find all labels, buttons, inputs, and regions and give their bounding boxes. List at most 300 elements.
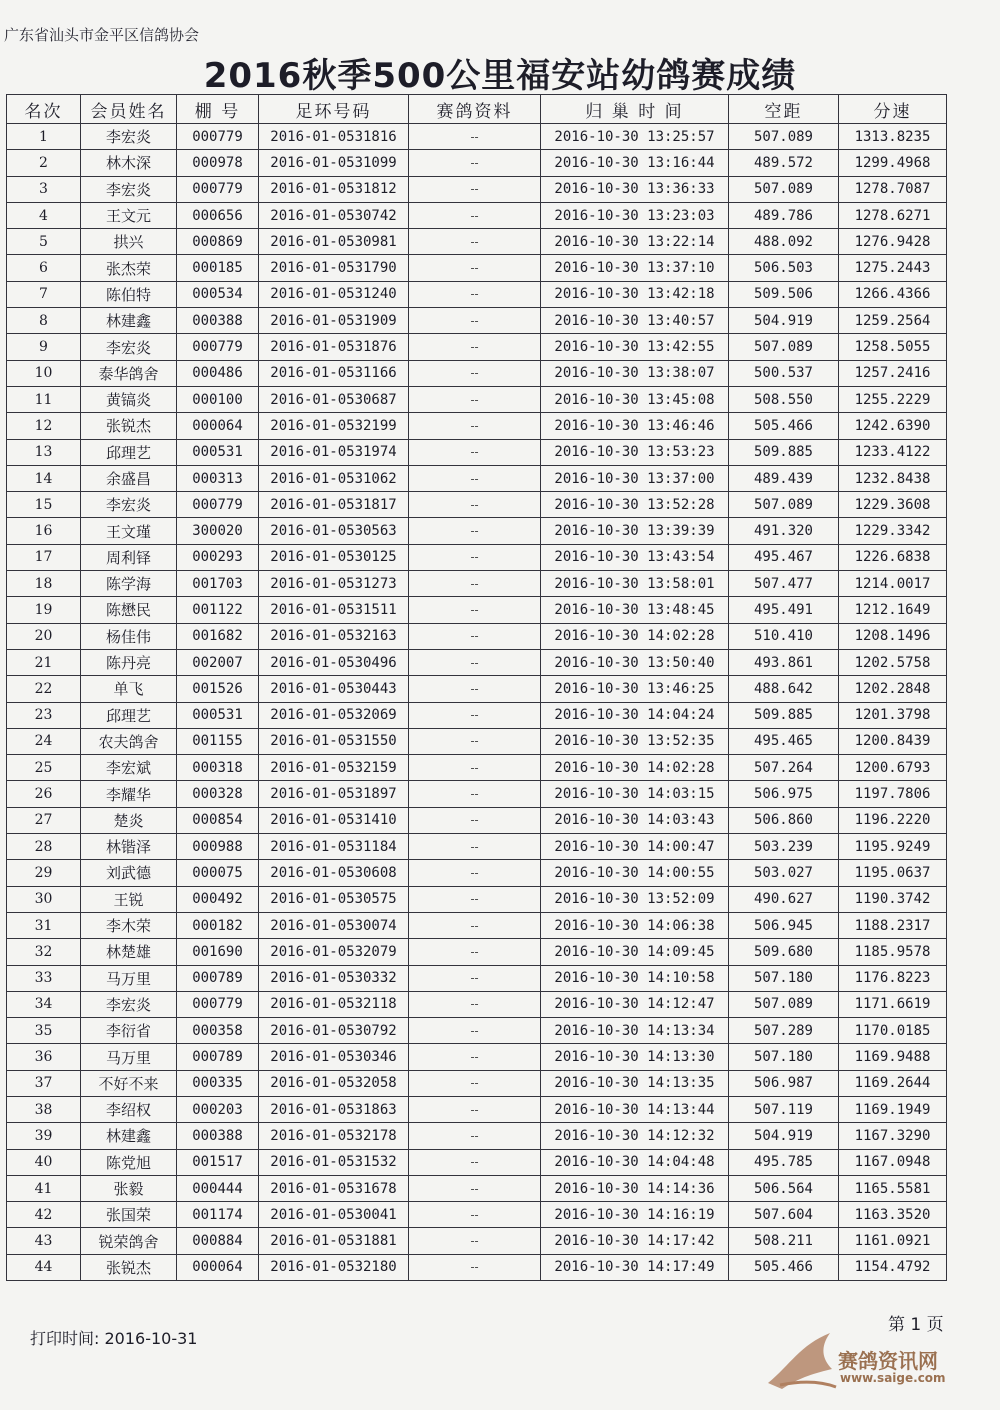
loft-number-cell: 000313: [177, 465, 259, 491]
pigeon-info-cell: --: [409, 1254, 541, 1280]
arrival-time-cell: 2016-10-30 14:13:30: [541, 1044, 729, 1070]
loft-number-cell: 000869: [177, 229, 259, 255]
member-name-cell: 李宏炎: [81, 991, 177, 1017]
speed-cell: 1242.6390: [839, 413, 947, 439]
arrival-time-cell: 2016-10-30 14:00:47: [541, 834, 729, 860]
loft-number-cell: 000779: [177, 334, 259, 360]
pigeon-info-cell: --: [409, 571, 541, 597]
loft-number-cell: 000444: [177, 1175, 259, 1201]
table-row: [7, 728, 947, 754]
member-name-cell: 李宏炎: [81, 334, 177, 360]
member-name-cell: 李绍权: [81, 1096, 177, 1122]
member-name-cell: 王锐: [81, 886, 177, 912]
speed-cell: 1212.1649: [839, 597, 947, 623]
member-name-cell: 邱理艺: [81, 439, 177, 465]
loft-number-cell: 000388: [177, 308, 259, 334]
arrival-time-cell: 2016-10-30 14:04:48: [541, 1149, 729, 1175]
pigeon-info-cell: --: [409, 281, 541, 307]
member-name-cell: 拱兴: [81, 229, 177, 255]
watermark-url: www.saige.com: [840, 1371, 946, 1385]
speed-cell: 1226.6838: [839, 544, 947, 570]
page-number: 第 1 页: [888, 1315, 944, 1335]
speed-cell: 1161.0921: [839, 1228, 947, 1254]
rank-cell: 44: [7, 1254, 81, 1280]
col-header-pigeon-info: 赛鸽资料: [409, 95, 541, 124]
pigeon-info-cell: --: [409, 255, 541, 281]
rank-cell: 23: [7, 702, 81, 728]
ring-number-cell: 2016-01-0530074: [259, 912, 409, 938]
ring-number-cell: 2016-01-0531909: [259, 308, 409, 334]
loft-number-cell: 000779: [177, 176, 259, 202]
arrival-time-cell: 2016-10-30 13:37:00: [541, 465, 729, 491]
rank-cell: 19: [7, 597, 81, 623]
member-name-cell: 马万里: [81, 1044, 177, 1070]
arrival-time-cell: 2016-10-30 14:12:32: [541, 1123, 729, 1149]
speed-cell: 1229.3608: [839, 492, 947, 518]
table-row: [7, 834, 947, 860]
pigeon-info-cell: --: [409, 544, 541, 570]
col-header-distance: 空距: [729, 95, 839, 124]
member-name-cell: 陈丹亮: [81, 649, 177, 675]
distance-cell: 489.439: [729, 465, 839, 491]
ring-number-cell: 2016-01-0532069: [259, 702, 409, 728]
member-name-cell: 杨佳伟: [81, 623, 177, 649]
arrival-time-cell: 2016-10-30 14:06:38: [541, 912, 729, 938]
table-row: [7, 334, 947, 360]
loft-number-cell: 000789: [177, 965, 259, 991]
speed-cell: 1167.3290: [839, 1123, 947, 1149]
page-title: 2016秋季500公里福安站幼鸽赛成绩: [203, 56, 797, 96]
speed-cell: 1202.5758: [839, 649, 947, 675]
col-header-arrival-time: 归 巢 时 间: [541, 95, 729, 124]
col-header-ring: 足环号码: [259, 95, 409, 124]
ring-number-cell: 2016-01-0531812: [259, 176, 409, 202]
results-table-container: [6, 94, 946, 1281]
table-row: [7, 886, 947, 912]
loft-number-cell: 000884: [177, 1228, 259, 1254]
member-name-cell: 李宏炎: [81, 492, 177, 518]
pigeon-info-cell: --: [409, 465, 541, 491]
loft-number-cell: 000203: [177, 1096, 259, 1122]
table-row: [7, 176, 947, 202]
speed-cell: 1257.2416: [839, 360, 947, 386]
loft-number-cell: 000388: [177, 1123, 259, 1149]
ring-number-cell: 2016-01-0531816: [259, 124, 409, 150]
speed-cell: 1167.0948: [839, 1149, 947, 1175]
distance-cell: 506.564: [729, 1175, 839, 1201]
ring-number-cell: 2016-01-0531410: [259, 807, 409, 833]
arrival-time-cell: 2016-10-30 13:37:10: [541, 255, 729, 281]
rank-cell: 27: [7, 807, 81, 833]
table-body: [7, 124, 947, 1281]
rank-cell: 9: [7, 334, 81, 360]
rank-cell: 33: [7, 965, 81, 991]
arrival-time-cell: 2016-10-30 13:52:35: [541, 728, 729, 754]
pigeon-info-cell: --: [409, 1123, 541, 1149]
ring-number-cell: 2016-01-0532058: [259, 1070, 409, 1096]
arrival-time-cell: 2016-10-30 14:09:45: [541, 939, 729, 965]
distance-cell: 507.180: [729, 965, 839, 991]
col-header-speed: 分速: [839, 95, 947, 124]
speed-cell: 1275.2443: [839, 255, 947, 281]
rank-cell: 30: [7, 886, 81, 912]
arrival-time-cell: 2016-10-30 13:46:25: [541, 676, 729, 702]
table-row: [7, 597, 947, 623]
ring-number-cell: 2016-01-0531184: [259, 834, 409, 860]
member-name-cell: 陈学海: [81, 571, 177, 597]
arrival-time-cell: 2016-10-30 14:17:42: [541, 1228, 729, 1254]
table-row: [7, 912, 947, 938]
speed-cell: 1201.3798: [839, 702, 947, 728]
pigeon-info-cell: --: [409, 386, 541, 412]
rank-cell: 12: [7, 413, 81, 439]
distance-cell: 489.572: [729, 150, 839, 176]
distance-cell: 507.089: [729, 124, 839, 150]
pigeon-info-cell: --: [409, 807, 541, 833]
member-name-cell: 周利铎: [81, 544, 177, 570]
distance-cell: 506.860: [729, 807, 839, 833]
results-table: [6, 94, 947, 1281]
ring-number-cell: 2016-01-0532199: [259, 413, 409, 439]
loft-number-cell: 001682: [177, 623, 259, 649]
table-row: [7, 202, 947, 228]
arrival-time-cell: 2016-10-30 13:16:44: [541, 150, 729, 176]
member-name-cell: 锐荣鸽舍: [81, 1228, 177, 1254]
loft-number-cell: 000486: [177, 360, 259, 386]
pigeon-info-cell: --: [409, 308, 541, 334]
rank-cell: 41: [7, 1175, 81, 1201]
site-watermark: [760, 1325, 960, 1395]
distance-cell: 507.264: [729, 755, 839, 781]
table-row: [7, 255, 947, 281]
ring-number-cell: 2016-01-0531099: [259, 150, 409, 176]
speed-cell: 1169.2644: [839, 1070, 947, 1096]
table-row: [7, 807, 947, 833]
table-row: [7, 1175, 947, 1201]
distance-cell: 504.919: [729, 1123, 839, 1149]
member-name-cell: 马万里: [81, 965, 177, 991]
rank-cell: 24: [7, 728, 81, 754]
speed-cell: 1200.6793: [839, 755, 947, 781]
pigeon-info-cell: --: [409, 413, 541, 439]
rank-cell: 11: [7, 386, 81, 412]
ring-number-cell: 2016-01-0530742: [259, 202, 409, 228]
distance-cell: 508.550: [729, 386, 839, 412]
arrival-time-cell: 2016-10-30 13:43:54: [541, 544, 729, 570]
distance-cell: 509.680: [729, 939, 839, 965]
pigeon-info-cell: --: [409, 360, 541, 386]
ring-number-cell: 2016-01-0530575: [259, 886, 409, 912]
distance-cell: 491.320: [729, 518, 839, 544]
arrival-time-cell: 2016-10-30 13:25:57: [541, 124, 729, 150]
ring-number-cell: 2016-01-0531532: [259, 1149, 409, 1175]
arrival-time-cell: 2016-10-30 14:04:24: [541, 702, 729, 728]
pigeon-info-cell: --: [409, 755, 541, 781]
member-name-cell: 林木深: [81, 150, 177, 176]
pigeon-info-cell: --: [409, 176, 541, 202]
distance-cell: 506.945: [729, 912, 839, 938]
loft-number-cell: 000779: [177, 492, 259, 518]
ring-number-cell: 2016-01-0530346: [259, 1044, 409, 1070]
table-row: [7, 649, 947, 675]
col-header-rank: 名次: [7, 95, 81, 124]
loft-number-cell: 000182: [177, 912, 259, 938]
table-row: [7, 755, 947, 781]
member-name-cell: 陈伯特: [81, 281, 177, 307]
ring-number-cell: 2016-01-0531897: [259, 781, 409, 807]
rank-cell: 4: [7, 202, 81, 228]
table-row: [7, 544, 947, 570]
speed-cell: 1255.2229: [839, 386, 947, 412]
table-row: [7, 124, 947, 150]
pigeon-info-cell: --: [409, 202, 541, 228]
rank-cell: 5: [7, 229, 81, 255]
rank-cell: 25: [7, 755, 81, 781]
table-row: [7, 860, 947, 886]
distance-cell: 507.089: [729, 176, 839, 202]
speed-cell: 1169.9488: [839, 1044, 947, 1070]
distance-cell: 507.289: [729, 1018, 839, 1044]
pigeon-info-cell: --: [409, 229, 541, 255]
rank-cell: 38: [7, 1096, 81, 1122]
arrival-time-cell: 2016-10-30 13:52:09: [541, 886, 729, 912]
distance-cell: 507.089: [729, 991, 839, 1017]
rank-cell: 32: [7, 939, 81, 965]
distance-cell: 508.211: [729, 1228, 839, 1254]
ring-number-cell: 2016-01-0531550: [259, 728, 409, 754]
distance-cell: 495.785: [729, 1149, 839, 1175]
rank-cell: 37: [7, 1070, 81, 1096]
association-name: 广东省汕头市金平区信鸽协会: [4, 26, 200, 44]
member-name-cell: 林建鑫: [81, 1123, 177, 1149]
distance-cell: 510.410: [729, 623, 839, 649]
ring-number-cell: 2016-01-0530496: [259, 649, 409, 675]
speed-cell: 1266.4366: [839, 281, 947, 307]
ring-number-cell: 2016-01-0530981: [259, 229, 409, 255]
arrival-time-cell: 2016-10-30 14:03:15: [541, 781, 729, 807]
pigeon-info-cell: --: [409, 886, 541, 912]
pigeon-info-cell: --: [409, 991, 541, 1017]
table-row: [7, 965, 947, 991]
loft-number-cell: 000492: [177, 886, 259, 912]
arrival-time-cell: 2016-10-30 14:16:19: [541, 1202, 729, 1228]
loft-number-cell: 000293: [177, 544, 259, 570]
rank-cell: 26: [7, 781, 81, 807]
ring-number-cell: 2016-01-0530125: [259, 544, 409, 570]
pigeon-info-cell: --: [409, 597, 541, 623]
rank-cell: 7: [7, 281, 81, 307]
arrival-time-cell: 2016-10-30 13:42:18: [541, 281, 729, 307]
speed-cell: 1229.3342: [839, 518, 947, 544]
distance-cell: 509.506: [729, 281, 839, 307]
pigeon-info-cell: --: [409, 492, 541, 518]
distance-cell: 507.477: [729, 571, 839, 597]
distance-cell: 488.092: [729, 229, 839, 255]
speed-cell: 1202.2848: [839, 676, 947, 702]
speed-cell: 1176.8223: [839, 965, 947, 991]
member-name-cell: 刘武德: [81, 860, 177, 886]
arrival-time-cell: 2016-10-30 14:02:28: [541, 623, 729, 649]
distance-cell: 507.089: [729, 492, 839, 518]
table-row: [7, 360, 947, 386]
loft-number-cell: 000789: [177, 1044, 259, 1070]
ring-number-cell: 2016-01-0530608: [259, 860, 409, 886]
rank-cell: 36: [7, 1044, 81, 1070]
rank-cell: 21: [7, 649, 81, 675]
rank-cell: 13: [7, 439, 81, 465]
pigeon-info-cell: --: [409, 860, 541, 886]
table-row: [7, 308, 947, 334]
rank-cell: 28: [7, 834, 81, 860]
table-row: [7, 623, 947, 649]
col-header-loft: 棚 号: [177, 95, 259, 124]
rank-cell: 42: [7, 1202, 81, 1228]
rank-cell: 2: [7, 150, 81, 176]
speed-cell: 1278.7087: [839, 176, 947, 202]
ring-number-cell: 2016-01-0531790: [259, 255, 409, 281]
rank-cell: 6: [7, 255, 81, 281]
arrival-time-cell: 2016-10-30 13:23:03: [541, 202, 729, 228]
ring-number-cell: 2016-01-0531817: [259, 492, 409, 518]
arrival-time-cell: 2016-10-30 13:46:46: [541, 413, 729, 439]
arrival-time-cell: 2016-10-30 14:17:49: [541, 1254, 729, 1280]
arrival-time-cell: 2016-10-30 13:52:28: [541, 492, 729, 518]
member-name-cell: 张毅: [81, 1175, 177, 1201]
speed-cell: 1154.4792: [839, 1254, 947, 1280]
arrival-time-cell: 2016-10-30 14:02:28: [541, 755, 729, 781]
distance-cell: 507.180: [729, 1044, 839, 1070]
speed-cell: 1208.1496: [839, 623, 947, 649]
member-name-cell: 林楚雄: [81, 939, 177, 965]
arrival-time-cell: 2016-10-30 13:50:40: [541, 649, 729, 675]
loft-number-cell: 001155: [177, 728, 259, 754]
pigeon-info-cell: --: [409, 728, 541, 754]
distance-cell: 507.604: [729, 1202, 839, 1228]
speed-cell: 1188.2317: [839, 912, 947, 938]
table-row: [7, 1202, 947, 1228]
member-name-cell: 张锐杰: [81, 413, 177, 439]
distance-cell: 509.885: [729, 702, 839, 728]
distance-cell: 505.466: [729, 1254, 839, 1280]
pigeon-info-cell: --: [409, 1175, 541, 1201]
pigeon-info-cell: --: [409, 1149, 541, 1175]
table-row: [7, 386, 947, 412]
rank-cell: 35: [7, 1018, 81, 1044]
arrival-time-cell: 2016-10-30 14:12:47: [541, 991, 729, 1017]
rank-cell: 43: [7, 1228, 81, 1254]
loft-number-cell: 001174: [177, 1202, 259, 1228]
table-row: [7, 1044, 947, 1070]
speed-cell: 1163.3520: [839, 1202, 947, 1228]
distance-cell: 507.119: [729, 1096, 839, 1122]
arrival-time-cell: 2016-10-30 14:03:43: [541, 807, 729, 833]
ring-number-cell: 2016-01-0530041: [259, 1202, 409, 1228]
table-row: [7, 492, 947, 518]
pigeon-info-cell: --: [409, 1070, 541, 1096]
arrival-time-cell: 2016-10-30 13:36:33: [541, 176, 729, 202]
ring-number-cell: 2016-01-0530332: [259, 965, 409, 991]
speed-cell: 1232.8438: [839, 465, 947, 491]
member-name-cell: 单飞: [81, 676, 177, 702]
pigeon-info-cell: --: [409, 834, 541, 860]
speed-cell: 1200.8439: [839, 728, 947, 754]
ring-number-cell: 2016-01-0531166: [259, 360, 409, 386]
distance-cell: 500.537: [729, 360, 839, 386]
pigeon-info-cell: --: [409, 649, 541, 675]
arrival-time-cell: 2016-10-30 13:22:14: [541, 229, 729, 255]
loft-number-cell: 000318: [177, 755, 259, 781]
ring-number-cell: 2016-01-0531062: [259, 465, 409, 491]
ring-number-cell: 2016-01-0531881: [259, 1228, 409, 1254]
arrival-time-cell: 2016-10-30 14:00:55: [541, 860, 729, 886]
pigeon-info-cell: --: [409, 334, 541, 360]
loft-number-cell: 000656: [177, 202, 259, 228]
ring-number-cell: 2016-01-0532178: [259, 1123, 409, 1149]
member-name-cell: 李宏斌: [81, 755, 177, 781]
rank-cell: 16: [7, 518, 81, 544]
ring-number-cell: 2016-01-0532118: [259, 991, 409, 1017]
distance-cell: 488.642: [729, 676, 839, 702]
loft-number-cell: 000531: [177, 702, 259, 728]
distance-cell: 506.987: [729, 1070, 839, 1096]
loft-number-cell: 000779: [177, 124, 259, 150]
pigeon-info-cell: --: [409, 439, 541, 465]
arrival-time-cell: 2016-10-30 13:45:08: [541, 386, 729, 412]
table-row: [7, 702, 947, 728]
ring-number-cell: 2016-01-0531876: [259, 334, 409, 360]
rank-cell: 17: [7, 544, 81, 570]
distance-cell: 493.861: [729, 649, 839, 675]
loft-number-cell: 000064: [177, 413, 259, 439]
loft-number-cell: 000328: [177, 781, 259, 807]
table-row: [7, 1149, 947, 1175]
loft-number-cell: 300020: [177, 518, 259, 544]
arrival-time-cell: 2016-10-30 14:13:44: [541, 1096, 729, 1122]
pigeon-info-cell: --: [409, 676, 541, 702]
table-row: [7, 518, 947, 544]
loft-number-cell: 001690: [177, 939, 259, 965]
arrival-time-cell: 2016-10-30 13:40:57: [541, 308, 729, 334]
table-row: [7, 991, 947, 1017]
arrival-time-cell: 2016-10-30 13:53:23: [541, 439, 729, 465]
table-row: [7, 150, 947, 176]
loft-number-cell: 000075: [177, 860, 259, 886]
speed-cell: 1195.0637: [839, 860, 947, 886]
member-name-cell: 农夫鸽舍: [81, 728, 177, 754]
member-name-cell: 林锴泽: [81, 834, 177, 860]
ring-number-cell: 2016-01-0532159: [259, 755, 409, 781]
loft-number-cell: 000988: [177, 834, 259, 860]
table-row: [7, 571, 947, 597]
member-name-cell: 陈党旭: [81, 1149, 177, 1175]
distance-cell: 495.465: [729, 728, 839, 754]
pigeon-info-cell: --: [409, 150, 541, 176]
distance-cell: 489.786: [729, 202, 839, 228]
loft-number-cell: 001122: [177, 597, 259, 623]
table-row: [7, 939, 947, 965]
pigeon-info-cell: --: [409, 1044, 541, 1070]
distance-cell: 506.503: [729, 255, 839, 281]
loft-number-cell: 000534: [177, 281, 259, 307]
loft-number-cell: 001703: [177, 571, 259, 597]
pigeon-info-cell: --: [409, 912, 541, 938]
distance-cell: 507.089: [729, 334, 839, 360]
speed-cell: 1190.3742: [839, 886, 947, 912]
speed-cell: 1185.9578: [839, 939, 947, 965]
pigeon-info-cell: --: [409, 939, 541, 965]
distance-cell: 495.491: [729, 597, 839, 623]
distance-cell: 503.239: [729, 834, 839, 860]
